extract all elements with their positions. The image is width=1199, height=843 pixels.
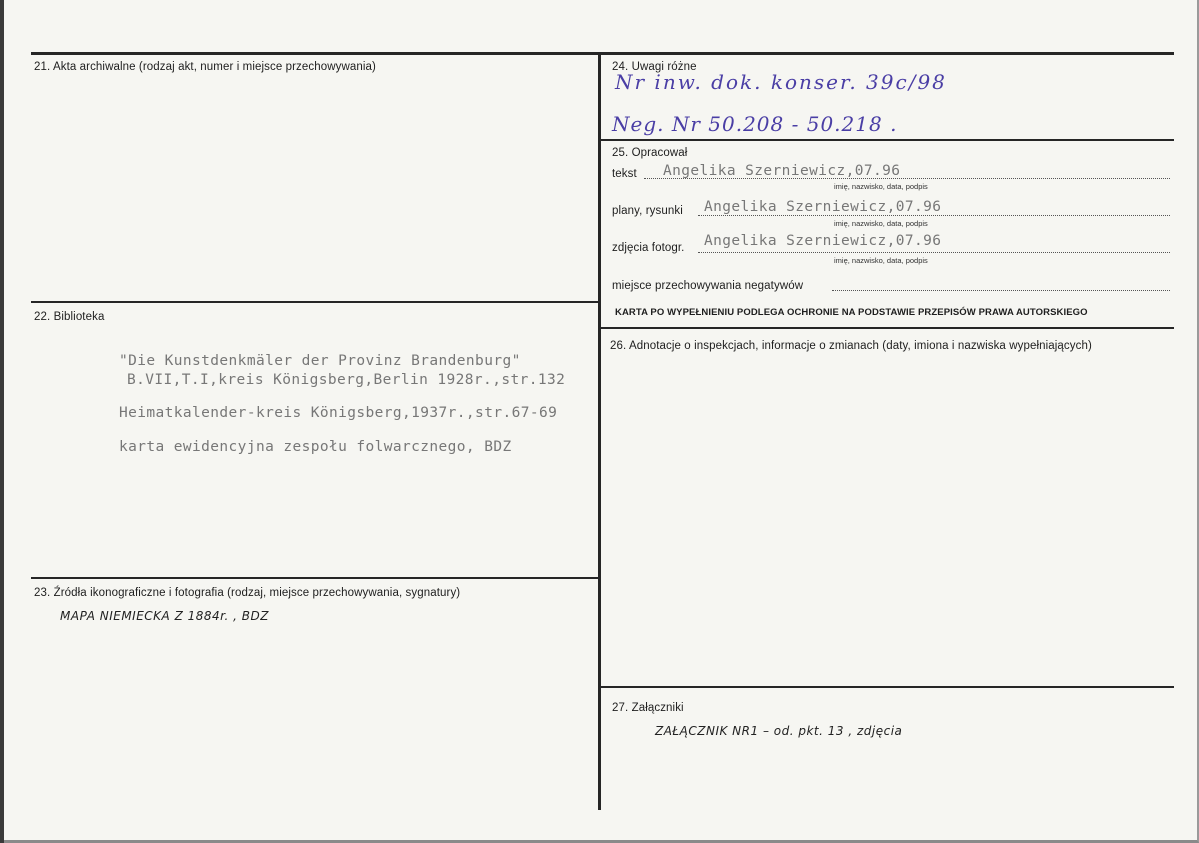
section-27-label: 27. Załączniki [612,702,684,714]
remarks-handwritten-line-1: Nr inw. dok. konser. 39c/98 [615,70,947,94]
rule-22-23 [31,577,598,579]
remarks-handwritten-line-2: Neg. Nr 50.208 - 50.218 . [612,112,898,136]
library-entry-line-1: "Die Kunstdenkmäler der Provinz Brandenburg" [119,353,521,369]
attachments-handwritten: ZAŁĄCZNIK NR1 – od. pkt. 13 , zdjęcia [655,724,903,738]
iconography-handwritten: MAPA NIEMIECKA Z 1884r. , BDZ [60,609,269,623]
card-edge [0,0,4,843]
copyright-notice: KARTA PO WYPEŁNIENIU PODLEGA OCHRONIE NA PODSTAWIE PRZEPISÓW PRAWA AUTORSKIEGO [615,307,1088,318]
section-22-label: 22. Biblioteka [34,311,105,323]
drawings-author-label: plany, rysunki [612,205,683,217]
text-author-label: tekst [612,168,637,180]
rule-26-27 [601,686,1174,688]
negatives-location-label: miejsce przechowywania negatywów [612,280,804,292]
top-rule [31,52,1174,55]
photos-author-value: Angelika Szerniewicz,07.96 [704,233,942,249]
rule-25-26 [601,327,1174,329]
rule-24-25 [601,139,1174,141]
section-26-label: 26. Adnotacje o inspekcjach, informacje o zmianach (daty, imiona i nazwiska wypełniających) [610,340,1092,352]
rule-21-22 [31,301,598,303]
section-23-label: 23. Źródła ikonograficzne i fotografia (rodzaj, miejsce przechowywania, sygnatury) [34,587,461,599]
section-21-label: 21. Akta archiwalne (rodzaj akt, numer i miejsce przechowywania) [34,61,376,73]
drawings-author-line [698,215,1170,216]
drawings-author-value: Angelika Szerniewicz,07.96 [704,199,942,215]
section-25-label: 25. Opracował [612,147,688,159]
text-author-value: Angelika Szerniewicz,07.96 [663,163,901,179]
photos-author-caption: imię, nazwisko, data, podpis [834,256,928,265]
library-entry-line-2: B.VII,T.I,kreis Königsberg,Berlin 1928r.,str.132 [127,372,566,388]
center-divider [598,52,601,810]
library-entry-line-3: Heimatkalender-kreis Königsberg,1937r.,str.67-69 [119,405,558,421]
section-24-label: 24. Uwagi różne [612,61,697,73]
library-entry-line-4: karta ewidencyjna zespołu folwarcznego, BDZ [119,439,512,455]
negatives-location-line [832,290,1170,291]
text-author-caption: imię, nazwisko, data, podpis [834,182,928,191]
photos-author-line [698,252,1170,253]
photos-author-label: zdjęcia fotogr. [612,242,685,254]
drawings-author-caption: imię, nazwisko, data, podpis [834,219,928,228]
